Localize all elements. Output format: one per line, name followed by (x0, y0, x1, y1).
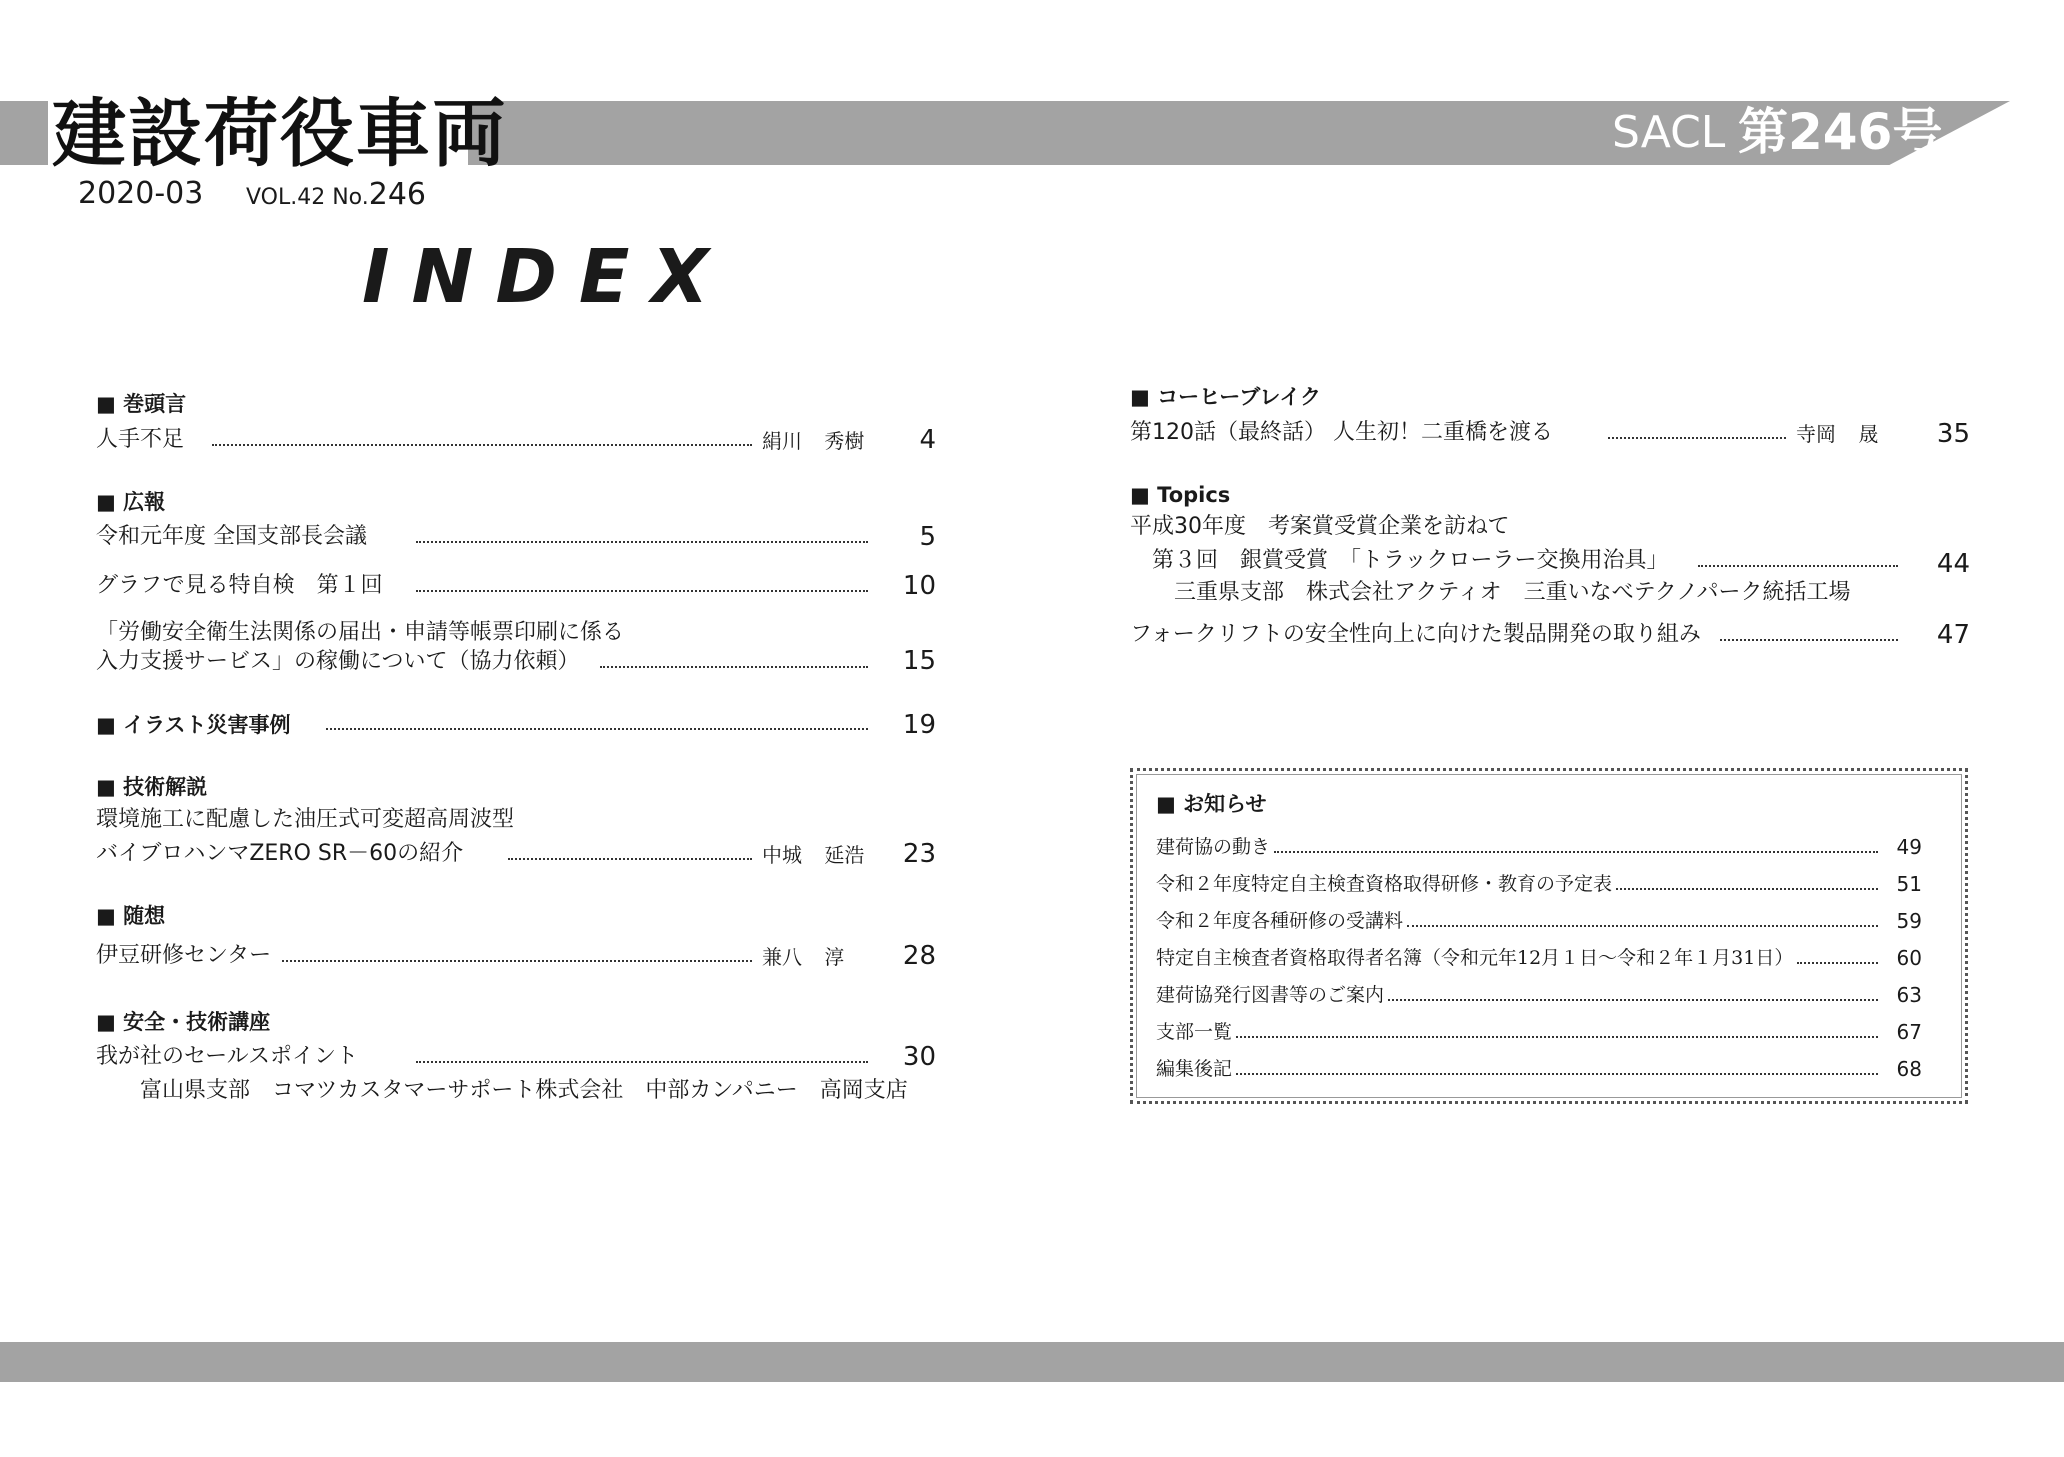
leader-dots (1797, 962, 1878, 964)
author-name: 寺岡 晟 (1796, 422, 1879, 446)
page-number: 4 (919, 425, 936, 455)
leader-dots (416, 541, 868, 543)
toc-item-topics-line3: 三重県支部 株式会社アクティオ 三重いなべテクノパーク統括工場 (1174, 580, 1851, 605)
section-safety-title: ■ 安全・技術講座 (96, 1010, 271, 1034)
toc-item-safety-sub: 富山県支部 コマツカスタマーサポート株式会社 中部カンパニー 高岡支店 (140, 1078, 908, 1103)
leader-dots (416, 1061, 868, 1063)
issue-date: 2020-03 (78, 176, 204, 211)
issue-number: 第246号 (1738, 103, 1943, 161)
leader-dots (1236, 1073, 1878, 1075)
toc-item-pr-3-line1[interactable]: 「労働安全衛生法関係の届出・申請等帳票印刷に係る (96, 620, 625, 645)
section-foreword-title: ■ 巻頭言 (96, 392, 187, 416)
leader-dots (1407, 925, 1878, 927)
toc-item-pr-2[interactable]: グラフで見る特自検 第１回 (96, 573, 383, 598)
notice-box-inner (1136, 774, 1962, 1098)
volume-label (246, 177, 427, 213)
page-number: 30 (902, 1042, 936, 1072)
page-number: 10 (902, 571, 936, 601)
footer-band (0, 1342, 2064, 1382)
notice-title: ■ お知らせ (1156, 792, 1267, 816)
toc-item-topics-line2[interactable]: 第３回 銀賞受賞 「トラックローラー交換用治具」 (1152, 548, 1669, 573)
notice-item[interactable]: 建荷協発行図書等のご案内 (1156, 984, 1385, 1006)
leader-dots (1388, 999, 1878, 1001)
toc-item-safety[interactable]: 我が社のセールスポイント (96, 1044, 359, 1069)
toc-item-essay[interactable]: 伊豆研修センター (96, 943, 272, 968)
author-name: 中城 延浩 (762, 843, 865, 867)
section-illustration-title[interactable]: ■ イラスト災害事例 (96, 713, 291, 737)
section-tech-title: ■ 技術解説 (96, 775, 208, 799)
page-number: 15 (902, 646, 936, 676)
page-number: 44 (1936, 549, 1970, 579)
toc-item-tech-line2[interactable]: バイブロハンマZERO SR－60の紹介 (96, 841, 464, 866)
leader-dots (1608, 437, 1786, 439)
page-number: 5 (919, 522, 936, 552)
notice-item[interactable]: 編集後記 (1156, 1058, 1233, 1080)
leader-dots (416, 590, 868, 592)
page-number: 60 (1896, 946, 1922, 970)
toc-item-pr-3-line2[interactable]: 入力支援サービス」の稼働について（協力依頼） (96, 649, 580, 674)
index-title: INDEX (362, 234, 731, 320)
section-coffee-title: ■ コーヒーブレイク (1130, 385, 1321, 409)
volume-number: 246 (368, 177, 427, 212)
masthead-title: 建設荷役車両 (52, 91, 508, 177)
page-number: 19 (902, 710, 936, 740)
leader-dots (1720, 639, 1898, 641)
leader-dots (1274, 851, 1878, 853)
leader-dots (1236, 1036, 1878, 1038)
toc-item-topics-line1[interactable]: 平成30年度 考案賞受賞企業を訪ねて (1130, 514, 1510, 539)
leader-dots (508, 858, 752, 860)
page-number: 23 (902, 839, 936, 869)
leader-dots (1616, 888, 1878, 890)
page-number: 51 (1896, 872, 1922, 896)
toc-item-pr-1[interactable]: 令和元年度 全国支部長会議 (96, 524, 367, 549)
leader-dots (282, 960, 752, 962)
notice-item[interactable]: 支部一覧 (1156, 1021, 1233, 1043)
notice-item[interactable]: 特定自主検査者資格取得者名簿（令和元年12月１日～令和２年１月31日） (1156, 947, 1794, 969)
author-name: 兼八 淳 (762, 945, 845, 969)
page-number: 28 (902, 941, 936, 971)
notice-item[interactable]: 建荷協の動き (1156, 836, 1271, 858)
sacl-label: SACL (1612, 107, 1726, 158)
toc-item-topics-2[interactable]: フォークリフトの安全性向上に向けた製品開発の取り組み (1130, 622, 1701, 647)
toc-item-foreword[interactable]: 人手不足 (96, 427, 185, 452)
page-number: 49 (1896, 835, 1922, 859)
leader-dots (212, 444, 752, 446)
page-number: 63 (1896, 983, 1922, 1007)
toc-item-tech-line1[interactable]: 環境施工に配慮した油圧式可変超高周波型 (96, 807, 515, 832)
volume-prefix: VOL.42 No. (246, 185, 369, 210)
page-number: 59 (1896, 909, 1922, 933)
author-name: 絹川 秀樹 (762, 429, 865, 453)
leader-dots (326, 728, 868, 730)
page-number: 67 (1896, 1020, 1922, 1044)
notice-item[interactable]: 令和２年度特定自主検査資格取得研修・教育の予定表 (1156, 873, 1613, 895)
section-essay-title: ■ 随想 (96, 904, 166, 928)
toc-item-coffee[interactable]: 第120話（最終話） 人生初！二重橋を渡る (1130, 420, 1553, 445)
notice-item[interactable]: 令和２年度各種研修の受講料 (1156, 910, 1404, 932)
page-number: 47 (1936, 620, 1970, 650)
section-topics-title: ■ Topics (1130, 483, 1231, 507)
page-number: 35 (1936, 419, 1970, 449)
page-number: 68 (1896, 1057, 1922, 1081)
section-pr-title: ■ 広報 (96, 490, 166, 514)
leader-dots (1698, 565, 1898, 567)
leader-dots (600, 666, 868, 668)
